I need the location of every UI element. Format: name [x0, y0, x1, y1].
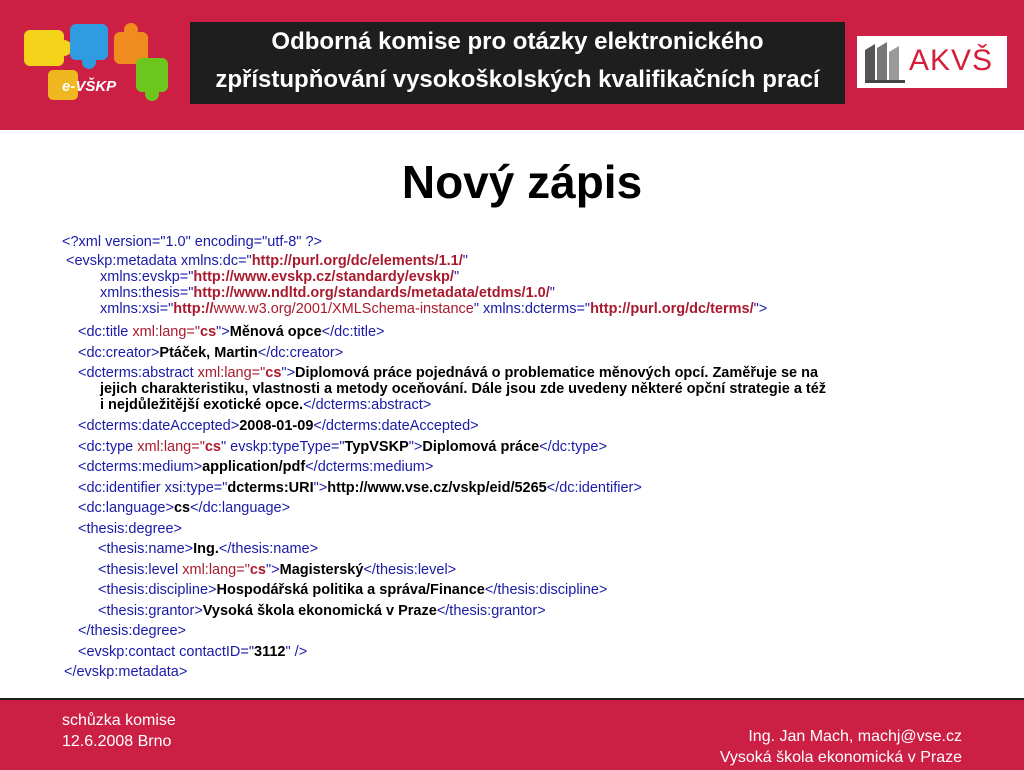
xml-tag: </dc:language> — [190, 500, 291, 516]
xml-text: application/pdf — [202, 459, 306, 475]
commission-banner — [190, 22, 845, 104]
xml-uri: http://purl.org/dc/elements/1.1/ — [251, 253, 463, 269]
xml-tag: <dcterms:dateAccepted> — [78, 418, 240, 434]
xml-line — [98, 562, 456, 578]
footer-author-contact: Ing. Jan Mach, machj@vse.cz — [748, 728, 962, 745]
xml-tag: <dc:identifier xsi:type=" — [78, 480, 228, 496]
xml-attr: xml:lang=" — [132, 324, 201, 340]
xml-line — [78, 623, 186, 639]
footer-band — [0, 698, 1024, 770]
xml-tag: <evskp:metadata xmlns:dc=" — [66, 253, 252, 269]
header-band — [0, 0, 1024, 130]
xml-line — [78, 521, 182, 537]
xml-line — [78, 480, 642, 496]
xml-line — [78, 500, 290, 516]
xml-line — [98, 582, 607, 598]
xml-tag: <thesis:grantor> — [98, 603, 203, 619]
xml-text: http://www.vse.cz/vskp/eid/5265 — [327, 480, 547, 496]
xml-text: Magisterský — [279, 562, 364, 578]
xml-tag: xmlns:xsi=" — [100, 301, 174, 317]
xml-attr-value: TypVSKP — [344, 439, 409, 455]
xml-tag: <dc:language> — [78, 500, 174, 516]
slide-title: Nový zápis — [401, 156, 643, 208]
xml-attr: xml:lang=" — [137, 439, 205, 455]
xml-tag: <thesis:level — [98, 562, 183, 578]
xml-line — [66, 253, 468, 269]
logo-caption: e-VŠKP — [62, 78, 117, 95]
building-bars-icon — [863, 40, 907, 84]
xml-tag: <thesis:discipline> — [98, 582, 217, 598]
xml-attr-value: cs — [200, 324, 217, 340]
xml-tag: <dc:title — [78, 324, 133, 340]
xml-line — [100, 301, 767, 317]
xml-tag: " — [549, 285, 555, 301]
xml-tag: </thesis:level> — [363, 562, 457, 578]
xml-tag: </thesis:discipline> — [484, 582, 608, 598]
xml-tag: <dcterms:abstract — [78, 365, 198, 381]
akvs-text: AKVŠ — [909, 44, 994, 77]
xml-attr-value: 3112 — [254, 644, 286, 660]
xml-tag: "> — [753, 301, 768, 317]
xml-text: Hospodářská politika a správa/Finance — [216, 582, 485, 598]
xml-tag: xmlns:evskp=" — [100, 269, 194, 285]
xml-text: Diplomová práce pojednává o problematice měnových opcí. Zaměřuje se na — [295, 365, 819, 381]
evskp-logo — [18, 14, 178, 114]
xml-tag: " xmlns:dcterms=" — [473, 301, 591, 317]
xml-line — [98, 603, 546, 619]
xml-tag: " /> — [285, 644, 308, 660]
xml-line — [78, 418, 479, 434]
xml-text: i nejdůležitější exotické opce. — [100, 397, 304, 413]
xml-line — [64, 664, 187, 680]
xml-tag: <thesis:degree> — [78, 521, 182, 537]
xml-line — [78, 365, 818, 381]
xml-text: cs — [173, 500, 191, 516]
xml-tag: </dc:title> — [321, 324, 385, 340]
xml-tag: </dcterms:medium> — [305, 459, 434, 475]
xml-tag: "> — [408, 439, 423, 455]
xml-line — [62, 234, 322, 250]
xml-tag: </dc:type> — [539, 439, 607, 455]
xml-tag: </thesis:grantor> — [436, 603, 546, 619]
xml-tag: <thesis:name> — [98, 541, 194, 557]
xml-line — [98, 541, 318, 557]
xml-line — [78, 459, 433, 475]
xml-attr: xml:lang=" — [197, 365, 266, 381]
puzzle-pieces-icon — [18, 14, 178, 114]
xml-line — [78, 644, 307, 660]
xml-line — [100, 269, 459, 285]
xml-attr: xml:lang=" — [182, 562, 250, 578]
xml-tag: <dc:type — [78, 439, 138, 455]
xml-line — [100, 397, 431, 413]
footer-meeting-label: schůzka komise — [62, 712, 176, 729]
banner-line-2: zpřístupňování vysokoškolských kvalifikačních prací — [215, 66, 820, 93]
xml-attr-value: cs — [265, 365, 282, 381]
xml-tag: "> — [265, 562, 280, 578]
xml-text: Ptáček, Martin — [159, 345, 258, 361]
xml-tag: </dc:identifier> — [546, 480, 642, 496]
xml-tag: "> — [281, 365, 296, 381]
xml-tag: </evskp:metadata> — [64, 664, 188, 680]
xml-tag: </dcterms:abstract> — [303, 397, 432, 413]
akvs-logo — [857, 36, 1007, 88]
xml-tag: "> — [313, 480, 328, 496]
xml-tag: " evskp:typeType=" — [221, 439, 345, 455]
xml-uri: http:// — [173, 301, 214, 317]
footer-author-info — [720, 726, 962, 768]
xml-attr-value: dcterms:URI — [227, 480, 314, 496]
xml-attr-value: cs — [249, 562, 266, 578]
footer-author-institution: Vysoká škola ekonomická v Praze — [719, 749, 962, 766]
xml-line — [100, 381, 826, 397]
xml-text: Měnová opce — [229, 324, 322, 340]
xml-line — [78, 439, 607, 455]
xml-text: jejich charakteristiku, vlastnosti a metody oceňování. Dále jsou zde uvedeny některé opční strategie a též — [100, 381, 827, 397]
xml-text: Vysoká škola ekonomická v Praze — [202, 603, 437, 619]
xml-tag: </dc:creator> — [257, 345, 344, 361]
xml-text: Diplomová práce — [422, 439, 540, 455]
xml-tag: "> — [216, 324, 230, 340]
xml-tag: " — [453, 269, 460, 285]
xml-prolog: <?xml version="1.0" encoding="utf-8" ?> — [62, 234, 322, 250]
footer-meeting-info — [62, 710, 176, 752]
xml-uri: www.w3.org/2001/XMLSchema-instance — [213, 301, 474, 317]
xml-uri: http://purl.org/dc/terms/ — [590, 301, 754, 317]
xml-tag: " — [462, 253, 468, 269]
xml-text: Ing. — [193, 541, 219, 557]
xml-uri: http://www.evskp.cz/standardy/evskp/ — [193, 269, 454, 285]
xml-attr-value: cs — [204, 439, 221, 455]
xml-tag: xmlns:thesis=" — [100, 285, 194, 301]
xml-tag: <evskp:contact contactID=" — [78, 644, 255, 660]
xml-tag: <dc:creator> — [78, 345, 160, 361]
xml-line — [78, 324, 385, 340]
xml-text: 2008-01-09 — [239, 418, 314, 434]
xml-tag: </thesis:degree> — [78, 623, 187, 639]
banner-line-1: Odborná komise pro otázky elektronického — [271, 28, 764, 55]
xml-uri: http://www.ndltd.org/standards/metadata/etdms/1.0/ — [193, 285, 550, 301]
xml-line — [100, 285, 555, 301]
footer-meeting-date: 12.6.2008 Brno — [62, 733, 172, 750]
xml-tag: </dcterms:dateAccepted> — [313, 418, 479, 434]
xml-line — [78, 345, 343, 361]
xml-tag: <dcterms:medium> — [78, 459, 203, 475]
xml-tag: </thesis:name> — [218, 541, 319, 557]
